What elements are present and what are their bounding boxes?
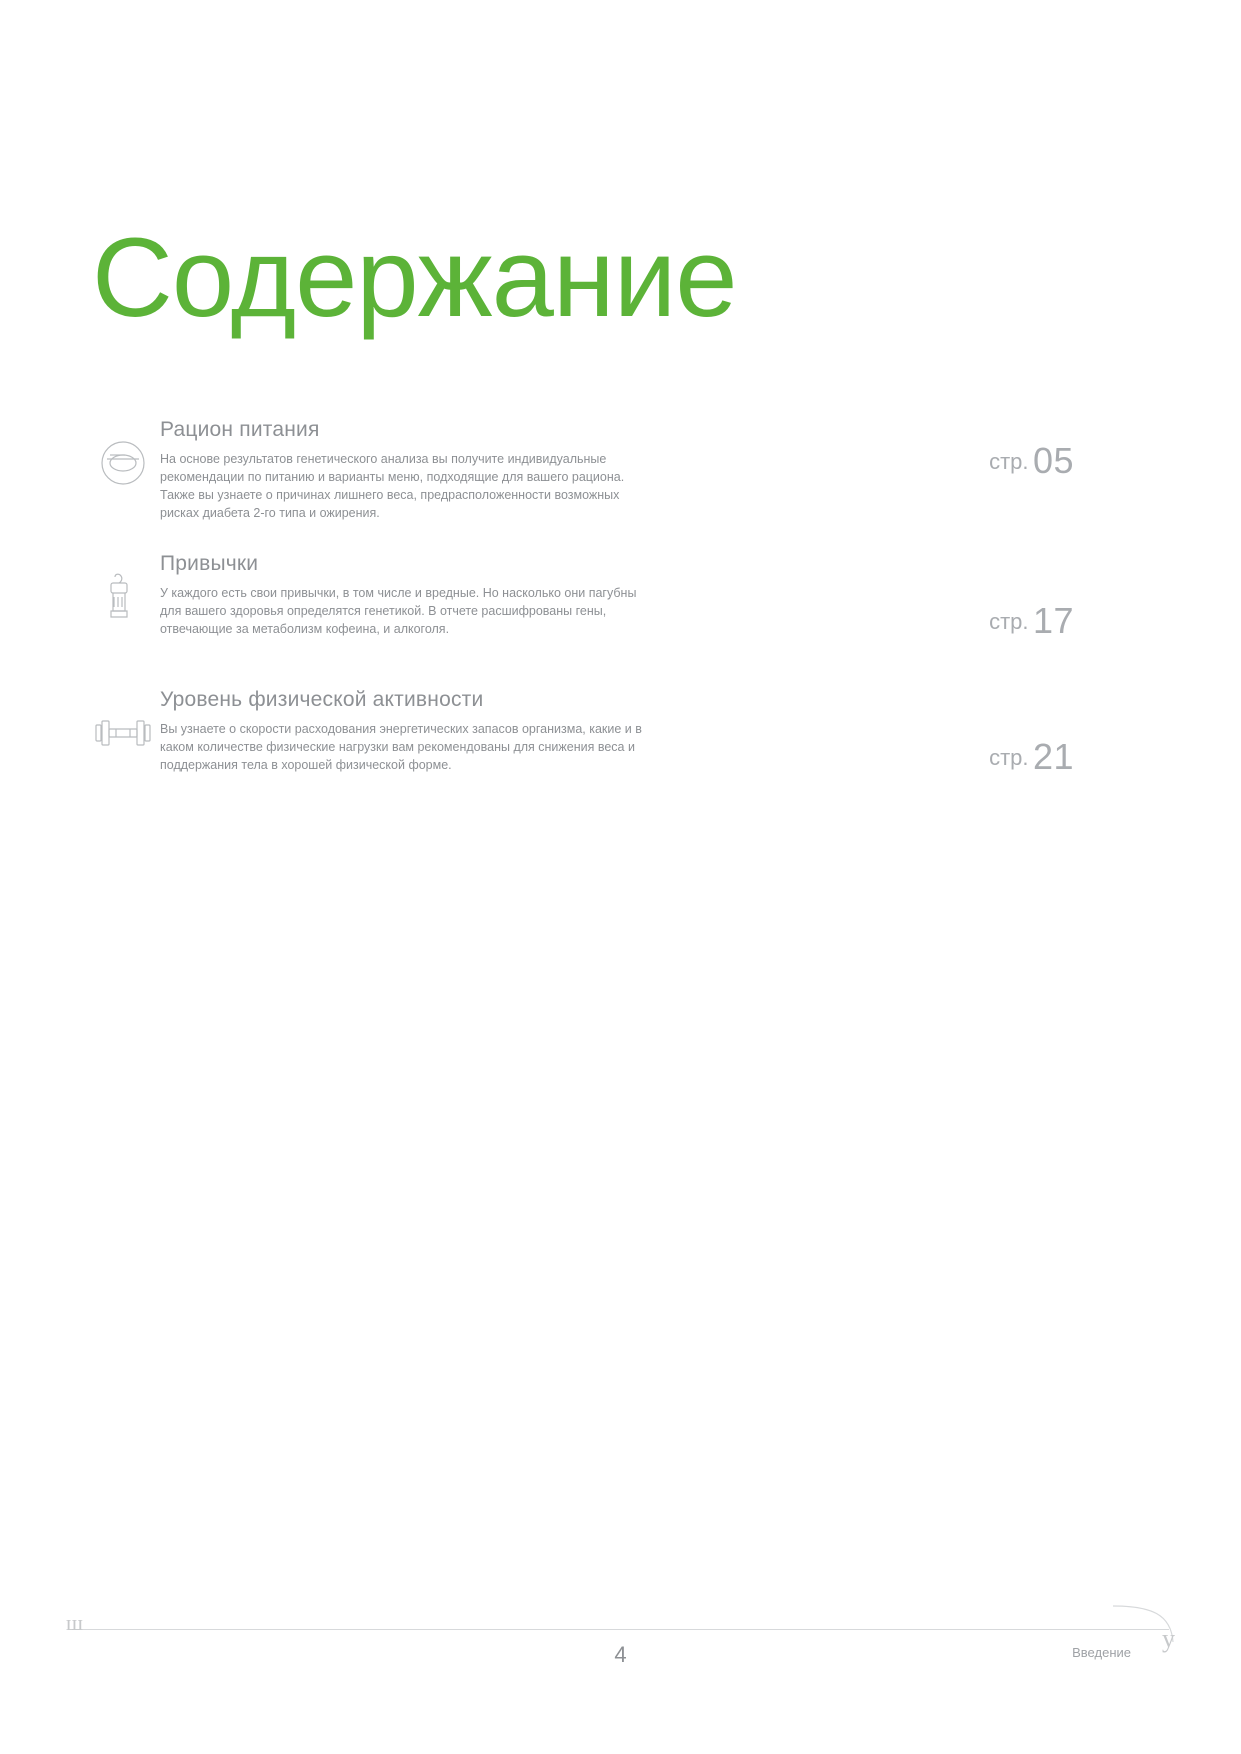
footer-page-number: 4 (614, 1642, 627, 1667)
entry-page-reference (989, 736, 1074, 778)
page-title: Содержание (92, 215, 737, 340)
page-number: 05 (1032, 440, 1074, 481)
page-label: стр. (989, 745, 1029, 770)
table-of-contents (92, 418, 1152, 808)
list-item[interactable] (92, 688, 1152, 796)
plate-cutlery-icon (92, 432, 154, 494)
footer-section-label: Введение (1072, 1645, 1131, 1660)
page-label: стр. (989, 449, 1029, 474)
footer-divider (72, 1629, 1169, 1630)
entry-body (160, 688, 650, 774)
footer-right-flourish: у (1162, 1624, 1175, 1653)
entry-title: Уровень физической активности (160, 688, 484, 711)
page-label: стр. (989, 609, 1029, 634)
page-number: 17 (1032, 600, 1074, 641)
entry-description: У каждого есть свои привычки, в том числе и вредные. Но насколько они пагубны для вашего здоровья определятся генетикой. В отчете расшифрованы гены, отвечающие за метаболизм кофеина, и алкоголя. (160, 586, 637, 637)
entry-title: Рацион питания (160, 418, 320, 441)
dumbbell-icon (92, 702, 154, 764)
list-item[interactable] (92, 418, 1152, 526)
entry-page-reference (989, 600, 1074, 642)
cigarette-glass-icon (92, 566, 154, 628)
entry-page-reference (989, 440, 1074, 482)
footer-left-flourish: ш (66, 1610, 83, 1635)
page-number: 21 (1032, 736, 1074, 777)
entry-description: Вы узнаете о скорости расходования энергетических запасов организма, какие и в каком количестве физические нагрузки вам рекомендованы для снижения веса и поддержания тела в хорошей физической форме. (160, 722, 642, 773)
entry-body (160, 552, 650, 638)
entry-title: Привычки (160, 552, 259, 575)
entry-body (160, 418, 650, 523)
list-item[interactable] (92, 552, 1152, 660)
entry-description: На основе результатов генетического анализа вы получите индивидуальные рекомендации по питанию и варианты меню, подходящие для вашего рациона. Также вы узнаете о причинах лишнего веса, предрасположенности возможных рисках диабета 2-го типа и ожирения. (160, 452, 625, 521)
